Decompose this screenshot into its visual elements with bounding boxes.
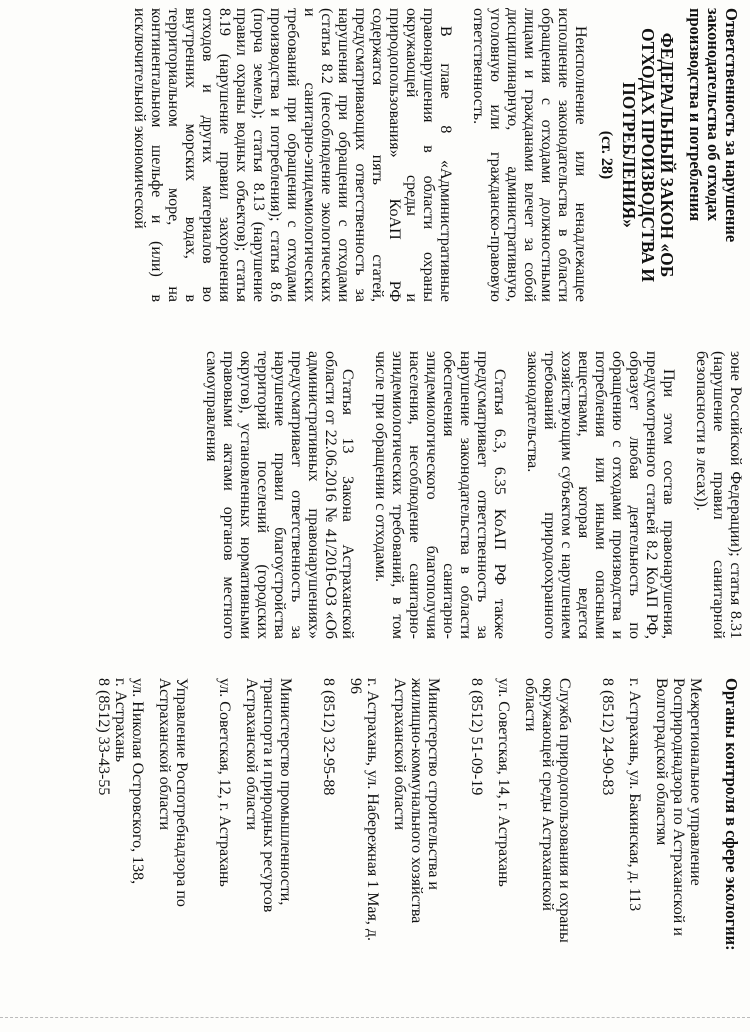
org-phone: 8 (8512) 32-95-88 <box>320 678 337 796</box>
org-phone: 8 (8512) 33-43-55 <box>95 678 112 796</box>
column-control-bodies <box>0 668 750 968</box>
org-phone: 8 (8512) 51-09-19 <box>468 678 485 796</box>
paragraph-liability-types: Неисполнение или ненадлежащее исполнение законодательства в области обращения с отходами должностными лицами и гражданами влечет за собой дисциплинарную, административную, уголовную или гражданско-правовую ответственность. <box>470 8 589 302</box>
org-entry <box>599 678 704 958</box>
org-name: Министерство строительства и жилищно-коммунального хозяйства Астраханской области <box>391 678 442 924</box>
org-entry <box>320 678 442 958</box>
paragraph-continuation: зоне Российской Федерации); статья 8.31 (нарушение правил санитарной безопасности в лесах)). <box>693 351 744 639</box>
page-edge-divider <box>0 1017 750 1018</box>
law-article-reference: (ст. 28) <box>598 130 615 180</box>
org-address: ул. Советская, 14, г. Астрахань <box>495 678 512 887</box>
org-name: Межрегиональное управление Росприроднадзора по Астраханской и Волгоградской областям <box>653 678 704 936</box>
section-heading-liability: Ответственность за нарушение законодательства об отходах производства и потребления <box>686 8 741 243</box>
paragraph-regional-law: Статья 13 Закона Астраханской области от 22.06.2016 № 41/2016-ОЗ «Об административных правонарушениях» предусматривает ответственность за нарушение правил благоустройства территорий поселений (городских округов), установленных нормативными правовыми актами органов местного самоуправления <box>203 351 356 639</box>
paragraph-koap-chapter8: В главе 8 «Административные правонарушения в области охраны окружающей среды и природопользования» КоАП РФ содержатся пять статей, предусматривающих ответственность за нарушения при обращении с отходами (статья 8.2 (несоблюдение экологических и санитарно-эпидемиологических требований при обращении с отходами производства и потребления); статья 8.6 (порча земель); статья 8.13 (нарушение правил охраны водных объектов); статья 8.19 (нарушение правил захоронения отходов и других материалов во внутренних морских водах, в территориальном море, на континентальном шельфе и (или) в исключительной экономической <box>131 8 454 302</box>
org-name: Служба природопользования и охраны окружающей среды Астраханской области <box>522 678 573 943</box>
section-heading-control-bodies: Органы контроля в сфере экологии: <box>722 678 741 951</box>
paragraph-article-6-3: Статья 6.3, 6.35 КоАП РФ также предусматривает ответственность за нарушение законодательства в области обеспечения санитарно-эпидемиологического благополучия населения, несоблюдение санитарно-эпидемиологических требований, в том числе при обращении с отходами. <box>372 351 508 639</box>
org-address: ул. Советская, 12, г. Астрахань <box>216 678 233 887</box>
org-address-line: г. Астрахань <box>112 678 129 763</box>
org-name: Министерство промышленности, транспорта и природных ресурсов Астраханской области <box>243 678 294 913</box>
law-title: ФЕДЕРАЛЬНЫЙ ЗАКОН «ОБ ОТХОДАХ ПРОИЗВОДСТВА И ПОТРЕБЛЕНИЯ» <box>619 27 677 283</box>
column-legal-liability <box>0 0 750 310</box>
org-address: г. Астрахань, ул. Бакинская, д. 113 <box>626 678 643 912</box>
column-koap-articles <box>0 345 750 645</box>
org-entry <box>216 678 294 958</box>
org-entry <box>468 678 573 958</box>
paragraph-article-8-2: При этом состав правонарушения, предусмотренного статьей 8.2 КоАП РФ, образует любая деятельность по обращению с отходами производства и потребления или иными опасными веществами, которая ведется хозяйствующим субъектом с нарушением требований природоохранного законодательства. <box>524 351 677 639</box>
org-entry <box>95 678 190 958</box>
org-address-line: ул. Николая Островского, 138, <box>129 678 146 885</box>
org-phone: 8 (8512) 24-90-83 <box>599 678 616 796</box>
org-name: Управление Роспотребнадзора по Астраханской области <box>156 678 190 907</box>
org-address: г. Астрахань, ул. Набережная 1 Мая, д. 96 <box>347 678 381 942</box>
